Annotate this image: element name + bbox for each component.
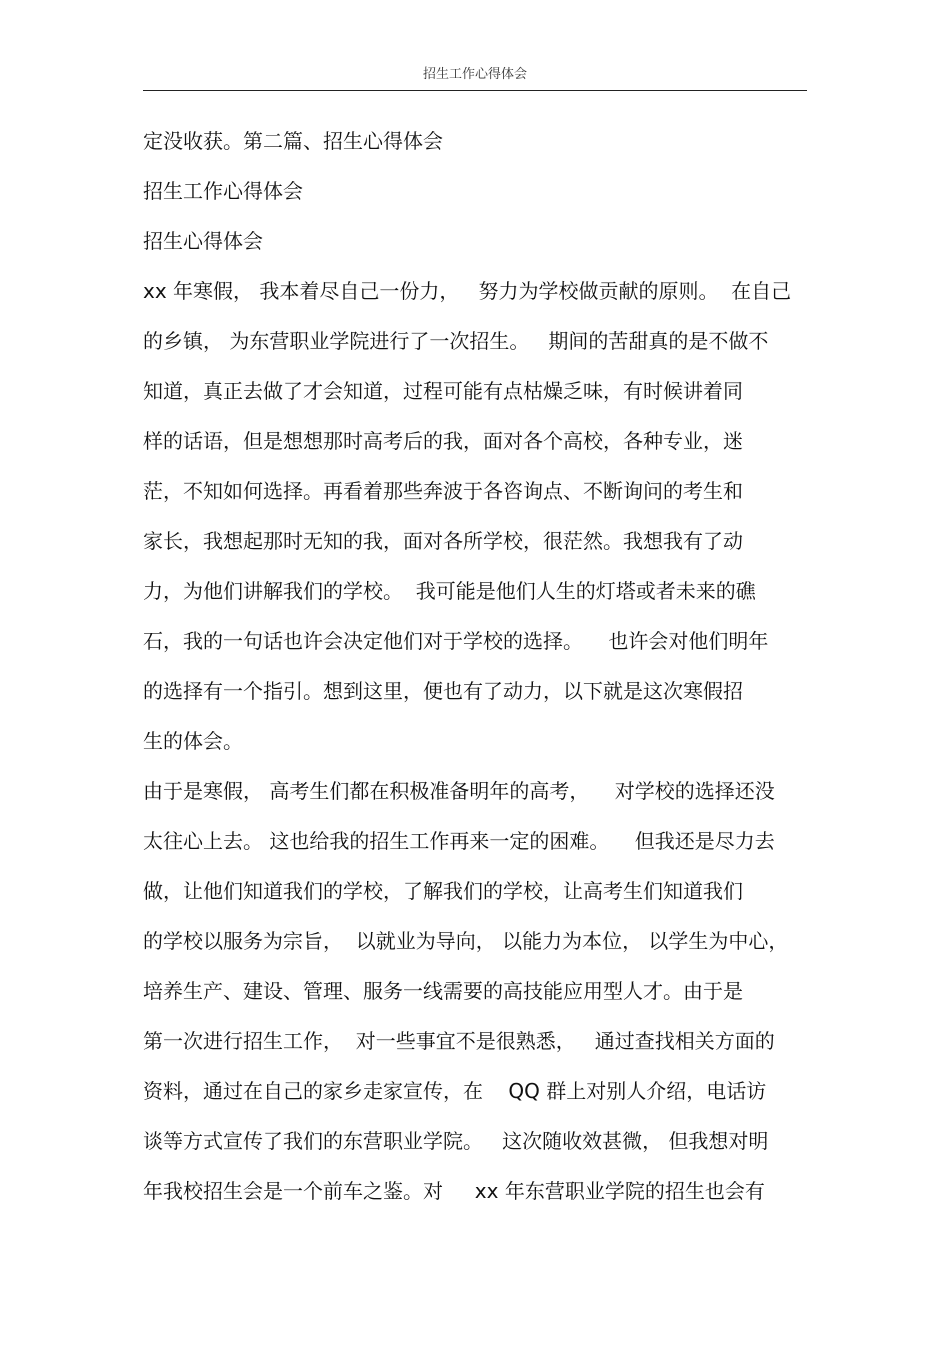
text-line: 做，让他们知道我们的学校，了解我们的学校，让高考生们知道我们 (143, 879, 743, 903)
text-line: 的选择有一个指引。想到这里，便也有了动力，以下就是这次寒假招 (143, 679, 743, 703)
text-line: 石，我的一句话也许会决定他们对于学校的选择。 也许会对他们明年 (143, 629, 769, 653)
document-body (143, 118, 807, 1218)
text-line: 第一次进行招生工作， 对一些事宜不是很熟悉， 通过查找相关方面的 (143, 1029, 775, 1053)
text-line: 招生心得体会 (143, 229, 263, 253)
text-line: 力，为他们讲解我们的学校。 我可能是他们人生的灯塔或者未来的礁 (143, 579, 756, 603)
text-line: 招生工作心得体会 (143, 179, 303, 203)
text-line: 的乡镇， 为东营职业学院进行了一次招生。 期间的苦甜真的是不做不 (143, 329, 769, 353)
text-line: 知道，真正去做了才会知道，过程可能有点枯燥乏味，有时候讲着同 (143, 379, 743, 403)
text-line: xx 年寒假， 我本着尽自己一份力， 努力为学校做贡献的原则。 在自己 (143, 279, 792, 303)
text-line: 家长，我想起那时无知的我，面对各所学校，很茫然。我想我有了动 (143, 529, 743, 553)
text-line: 太往心上去。 这也给我的招生工作再来一定的困难。 但我还是尽力去 (143, 829, 775, 853)
text-line: 资料，通过在自己的家乡走家宣传，在 QQ 群上对别人介绍，电话访 (143, 1079, 767, 1103)
text-line: 生的体会。 (143, 729, 243, 753)
text-line: 由于是寒假， 高考生们都在积极准备明年的高考， 对学校的选择还没 (143, 779, 775, 803)
text-line: 年我校招生会是一个前车之鉴。对 xx 年东营职业学院的招生也会有 (143, 1179, 765, 1203)
text-line: 谈等方式宣传了我们的东营职业学院。 这次随收效甚微， 但我想对明 (143, 1129, 769, 1153)
text-line: 的学校以服务为宗旨， 以就业为导向， 以能力为本位， 以学生为中心， (143, 929, 789, 953)
text-line: 培养生产、建设、管理、服务一线需要的高技能应用型人才。由于是 (143, 979, 743, 1003)
text-line: 定没收获。第二篇、招生心得体会 (143, 129, 443, 153)
text-line: 样的话语，但是想想那时高考后的我，面对各个高校，各种专业，迷 (143, 429, 743, 453)
text-line: 茫，不知如何选择。再看着那些奔波于各咨询点、不断询问的考生和 (143, 479, 743, 503)
page-header-title: 招生工作心得体会 (422, 67, 527, 82)
header-divider (143, 90, 807, 91)
